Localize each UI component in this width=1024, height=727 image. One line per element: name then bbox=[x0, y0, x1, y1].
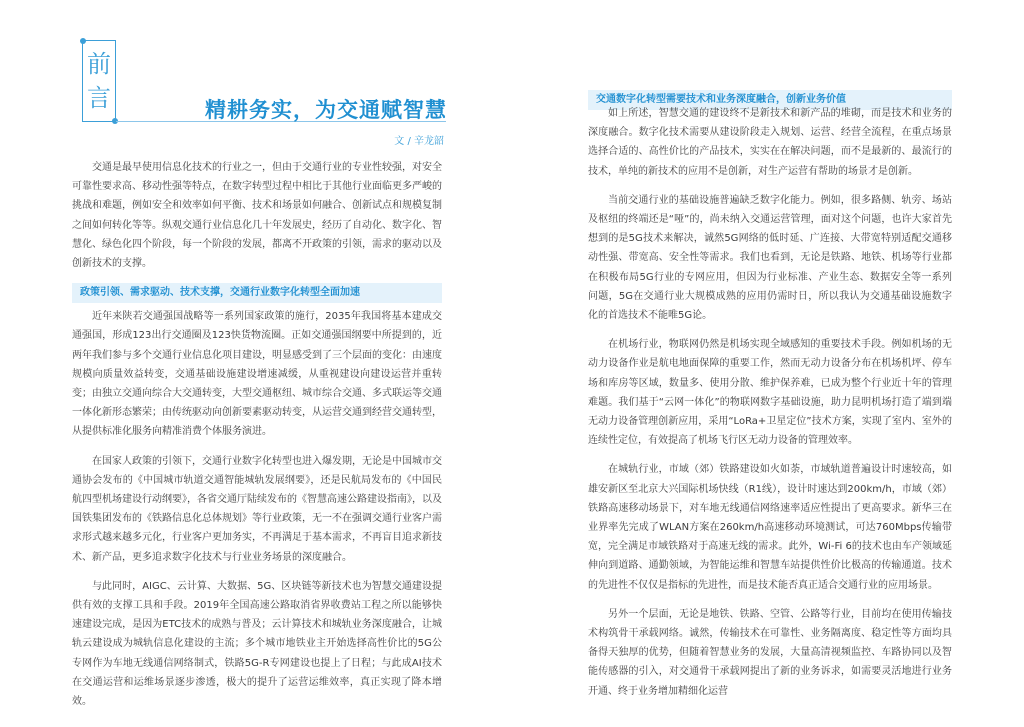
badge-corner-dot bbox=[80, 38, 86, 44]
preface-badge bbox=[82, 40, 116, 122]
paragraph: 在城轨行业，市域（郊）铁路建设如火如荼，市域轨道普遍设计时速较高，如雄安新区至北京大兴国际机场快线（R1线），设计时速达到200km/h，市域（郊）铁路高速移动场景下，对车地无线通信网络速率适应性提出了更高要求。新华三在业界率先完成了WLAN方案在260km/h高速移动环境测试，可达760Mbps传输带宽，完全满足市域铁路对于高速无线的需求。此外，Wi-Fi 6的技术也由车产领域延伸向到道路、通勤领域，为智能运维和智慧车站提供性价比极高的传输通道。技术的先进性不仅仅是指标的先进性，而是技术能否真正适合交通行业的应用场景。 bbox=[588, 464, 952, 591]
section-heading: 交通数字化转型需要技术和业务深度融合，创新业务价值 bbox=[588, 90, 952, 110]
paragraph: 在机场行业，物联网仍然是机场实现全域感知的重要技术手段。例如机场的无动力设备作业是航电地面保障的重要工作，然而无动力设备分布在机场机坪、停车场和库房等区域，数量多、使用分散、维护保养难，已成为整个行业近十年的管理难题。我们基于“云网一体化”的物联网数字基础设施，助力昆明机场打造了端到端无动力设备管理创新应用，采用“LoRa+卫星定位”技术方案，实现了室内、室外的连续性定位，有效提高了机场飞行区无动力设备的管理效率。 bbox=[588, 339, 952, 447]
paragraph: 与此同时，AIGC、云计算、大数据、5G、区块链等新技术也为智慧交通建设提供有效的支撑工具和手段。2019年全国高速公路取消省界收费站工程之所以能够快速建设完成，是因为ETC技术的成熟与普及；云计算技术和城轨业务深度融合，让城轨云建设成为城轨信息化建设的主流；多个城市地铁业主开始选择高性价比的5G公专网作为车地无线通信网络制式，铁路5G-R专网建设也提上了日程；与此成AI技术在交通运营和运维场景逐步渗透，极大的提升了运营运维效率，真正实现了降本增效。 bbox=[72, 580, 442, 708]
paragraph: 交通是最早使用信息化技术的行业之一，但由于交通行业的专业性较强，对安全可靠性要求高、移动性强等特点，在数字转型过程中相比于其他行业面临更多严峻的挑战和难题，例如安全和效率如何平衡、技术和场景如何融合、创新试点和规模复制之间如何转化等等。纵观交通行业信息化几十年发展史，经历了自动化、数字化、智慧化、绿色化四个阶段，每一个阶段的发展，都离不开政策的引领，需求的驱动以及创新技术的支撑。 bbox=[72, 162, 442, 270]
article-title: 精耕务实，为交通赋智慧 bbox=[205, 98, 447, 122]
paragraph: 如上所述，智慧交通的建设终不是新技术和新产品的堆砌，而是技术和业务的深度融合。数字化技术需要从建设阶段走入规划、运营、经营全流程，在重点场景选择合适的、高性价比的产品技术，实实在在解决问题，而不是最新的、最流行的技术，单纯的新技术的应用不是创新，对生产运营有帮助的场景才是创新。 bbox=[588, 108, 952, 177]
paragraph: 当前交通行业的基础设施普遍缺乏数字化能力。例如，很多路侧、轨旁、场站及枢纽的终端还是“哑”的，尚未纳入交通运营管理，面对这个问题，也许大家首先想到的是5G技术来解决，诚然5G网络的低时延、广连接、大带宽特别适配交通移动性强、带宽高、安全性等需求。我们也看到，无论是铁路、地铁、机场等行业都在积极布局5G行业的专网应用，但因为行业标准、产业生态、数据安全等一系列问题，5G在交通行业大规模成熟的应用仍需时日，所以我认为交通基础设施数字化的首选技术不能唯5G论。 bbox=[588, 194, 952, 322]
paragraph: 在国家人政策的引领下，交通行业数字化转型也进入爆发期，无论是中国城市交通协会发布的《中国城市轨道交通智能城轨发展纲要》，还是民航局发布的《中国民航四型机场建设行动纲要》，各省交通厅陆续发布的《智慧高速公路建设指南》，以及国铁集团发布的《铁路信息化总体规划》等行业政策，无一不在强调交通行业客户需求形式越来越多元化，行业客户更加务实，不再满足于基本需求，不再盲目追求新技术、新产品，更多追求数字化技术与行业业务场景的深度融合。 bbox=[72, 455, 442, 563]
badge-char-1: 前 bbox=[87, 50, 111, 78]
right-column bbox=[588, 104, 952, 711]
article-author: 文 / 辛龙韶 bbox=[394, 136, 444, 147]
left-column bbox=[72, 158, 442, 721]
section-heading: 政策引领、需求驱动、技术支撑，交通行业数字化转型全面加速 bbox=[72, 283, 442, 303]
paragraph: 另外一个层面，无论是地铁、铁路、空管、公路等行业，目前均在使用传输技术构筑骨干承载网络。诚然，传输技术在可靠性、业务隔离度、稳定性等方面均具备得天独厚的优势，但随着智慧业务的发展，大量高清视频监控、车路协同以及智能传感器的引入，对交通骨干承载网提出了新的业务诉求，如需要灵活地进行业务开通、终于业务增加精细化运营 bbox=[588, 608, 952, 697]
paragraph: 近年来陕若交通强国战略等一系列国家政策的施行，2035年我国将基本建成交通强国，形成123出行交通圈及123快货物流圈。正如交通强国纲要中所提到的，近两年我们参与多个交通行业信息化项目建设，明显感受到了三个层面的变化：由速度规模向质量效益转变，交通基础设施建设增速减缓，从重视建设向建设运营并重转变；由独立交通向综合大交通转变，大型交通枢纽、城市综合交通、多式联运等交通一体化新形态繁荣；由传统驱动向创新要素驱动转变，从运营交通到经营交通转型，从提供标准化服务向精准消费个体服务演进。 bbox=[72, 311, 442, 438]
badge-char-2: 言 bbox=[87, 84, 111, 112]
